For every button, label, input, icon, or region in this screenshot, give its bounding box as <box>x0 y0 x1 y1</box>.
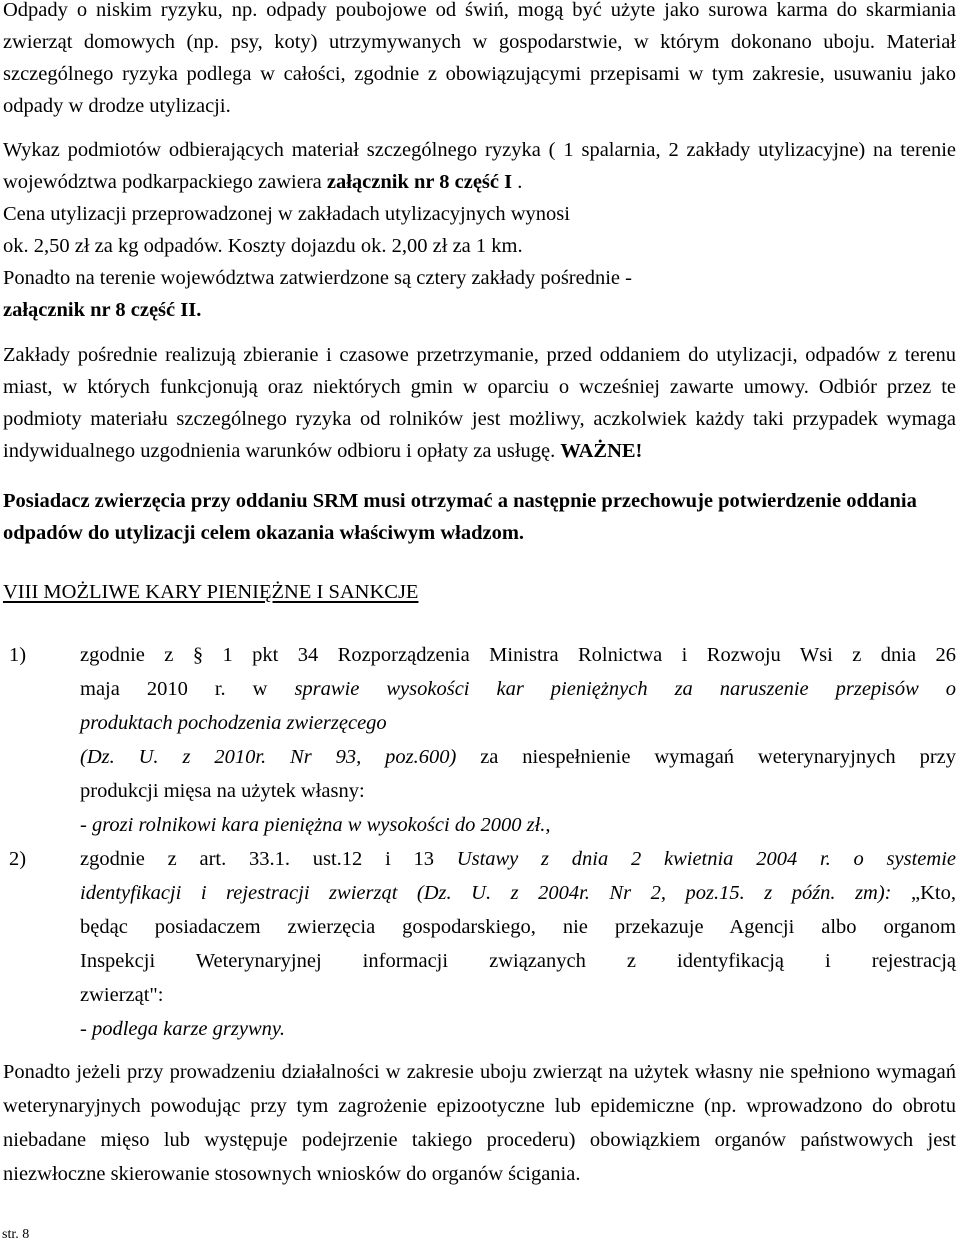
paragraph-slaughter-violations: Ponadto jeżeli przy prowadzeniu działalności w zakresie uboju zwierząt na użytek własny nie spełniono wymagań weterynaryjnych powodując przy tym zagrożenie epizootyczne lub epidemiczne (np. wprowadzono do obrotu niebadane mięso lub występuje podejrzenie takiego procederu) obowiązkiem organów państwowych jest niezwłoczne skierowanie stosownych wniosków do organów ścigania. <box>3 1061 956 1185</box>
list-line: (Dz. U. z 2010r. Nr 93, poz.600) za niespełnienie wymagań weterynaryjnych przy <box>80 746 956 768</box>
important-note-label: WAŻNE! <box>560 440 643 462</box>
paragraph-waste-low-risk: Odpady o niskim ryzyku, np. odpady poubojowe od świń, mogą być użyte jako surowa karma do skarmiania zwierząt domowych (np. psy, koty) utrzymywanych w gospodarstwie, w którym dokonano uboju. Materiał szczególnego ryzyka podlega w całości, zgodnie z obowiązującymi przepisami w tym zakresie, usuwaniu jako odpady w drodze utylizacji. <box>3 0 956 117</box>
annex-8-part-2-ref: załącznik nr 8 część II. <box>3 299 202 321</box>
paragraph-utilization-price: Cena utylizacji przeprowadzonej w zakładach utylizacyjnych wynosi <box>3 203 570 225</box>
list-line: zgodnie z § 1 pkt 34 Rozporządzenia Ministra Rolnictwa i Rozwoju Wsi z dnia 26 <box>80 644 956 666</box>
penalty-list-item-2 <box>3 842 956 1046</box>
section-heading-penalties: VIII MOŻLIWE KARY PIENIĘŻNE I SANKCJE <box>3 581 419 603</box>
paragraph-intermediate-plants-details-text: Zakłady pośrednie realizują zbieranie i czasowe przetrzymanie, przed oddaniem do utylizacji, odpadów z terenu miast, w których funkcjonują oraz niektórych gmin w oparciu o wcześniej zawarte umowy. Odbiór przez te podmioty materiału szczególnego ryzyka od rolników jest możliwy, aczkolwiek każdy taki przypadek wymaga indywidualnego uzgodnienia warunków odbioru i opłaty za usługę. <box>3 344 956 462</box>
list-line: zgodnie z art. 33.1. ust.12 i 13 Ustawy z dnia 2 kwietnia 2004 r. o systemie <box>80 848 956 870</box>
paragraph-intermediate-plants-details <box>3 339 956 467</box>
list-number: 1) <box>9 644 27 666</box>
list-line: zwierząt": <box>80 984 164 1006</box>
list-line: produktach pochodzenia zwierzęcego <box>80 712 387 734</box>
page-number: str. 8 <box>2 1227 30 1242</box>
list-line: będąc posiadaczem zwierzęcia gospodarskiego, nie przekazuje Agencji albo organom <box>80 916 956 938</box>
paragraph-srm-collectors <box>3 134 956 198</box>
list-line: maja 2010 r. w sprawie wysokości kar pieniężnych za naruszenie przepisów o <box>80 678 957 700</box>
paragraph-srm-collectors-tail: . <box>512 171 523 193</box>
list-line: Inspekcji Weterynaryjnej informacji związanych z identyfikacją i rejestracją <box>80 950 956 972</box>
paragraph-intermediate-plants: Ponadto na terenie województwa zatwierdzone są cztery zakłady pośrednie - <box>3 267 632 289</box>
list-number: 2) <box>9 848 27 870</box>
list-line: produkcji mięsa na użytek własny: <box>80 780 365 802</box>
paragraph-srm-confirmation: Posiadacz zwierzęcia przy oddaniu SRM musi otrzymać a następnie przechowuje potwierdzenie oddania odpadów do utylizacji celem okazania właściwym władzom. <box>3 490 917 544</box>
paragraph-srm-collectors-text: Wykaz podmiotów odbierających materiał szczególnego ryzyka ( 1 spalarnia, 2 zakłady utylizacyjne) na terenie województwa podkarpackiego zawiera <box>3 139 956 193</box>
list-line: - podlega karze grzywny. <box>80 1018 285 1040</box>
annex-8-part-1-ref: załącznik nr 8 część I <box>326 171 513 193</box>
list-line: identyfikacji i rejestracji zwierząt (Dz. U. z 2004r. Nr 2, poz.15. z późn. zm): „Kto, <box>80 882 956 904</box>
paragraph-utilization-costs: ok. 2,50 zł za kg odpadów. Koszty dojazdu ok. 2,00 zł za 1 km. <box>3 235 523 257</box>
list-line: - grozi rolnikowi kara pieniężna w wysokości do 2000 zł., <box>80 814 551 836</box>
penalty-list-item-1 <box>3 638 956 842</box>
